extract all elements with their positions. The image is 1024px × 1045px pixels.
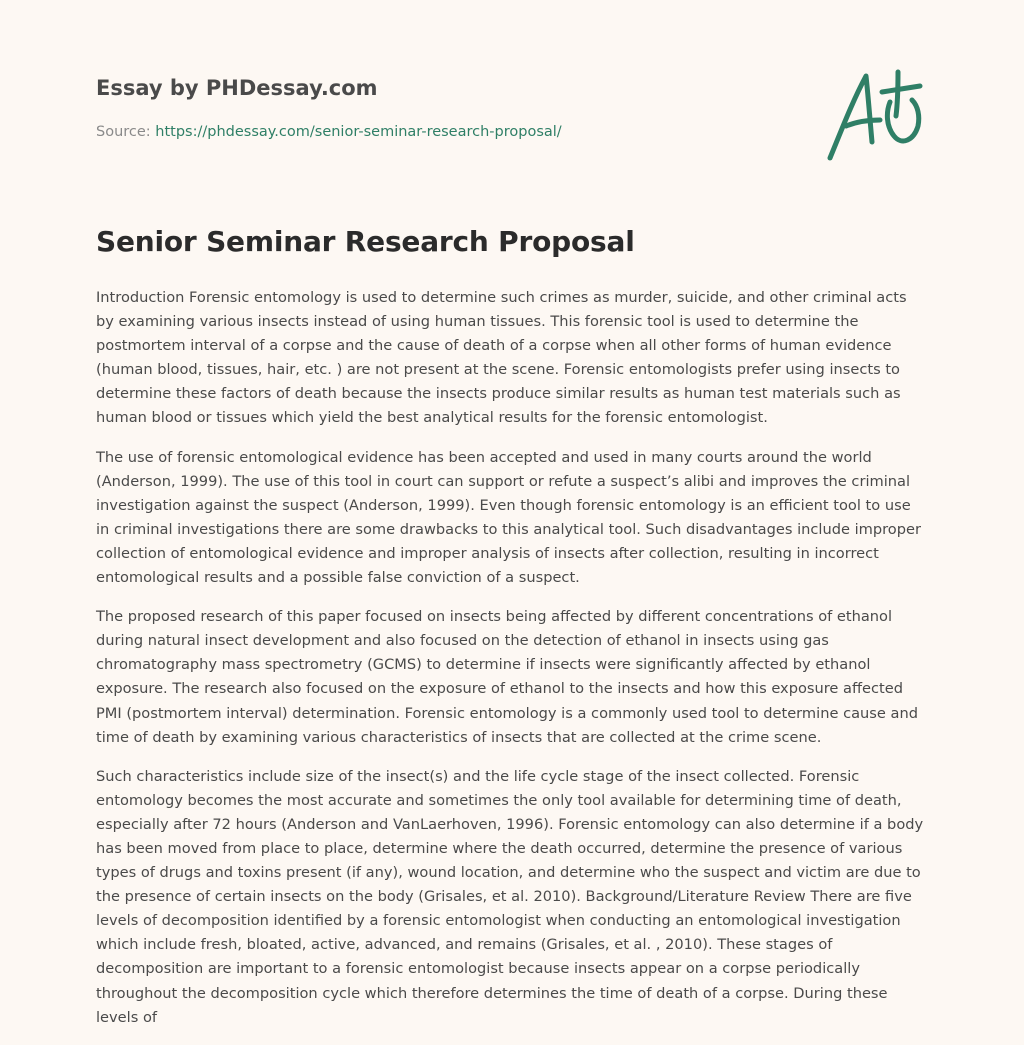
essay-title: Senior Seminar Research Proposal <box>96 225 635 258</box>
essay-paragraph: The proposed research of this paper focused on insects being affected by different concentrations of ethanol during natural insect development and also focused on the detection of ethanol in insects using gas chromatography mass spectrometry (GCMS) to determine if insects were significantly affected by ethanol exposure. The research also focused on the exposure of ethanol to the insects and how this exposure affected PMI (postmortem interval) determination. Forensic entomology is a commonly used tool to determine cause and time of death by examining various characteristics of insects that are collected at the crime scene. <box>96 608 918 746</box>
essay-paragraph: Such characteristics include size of the insect(s) and the life cycle stage of the insect collected. Forensic entomology becomes the most accurate and sometimes the only tool available for determining time of death, especially after 72 hours (Anderson and VanLaerhoven, 1996). Forensic entomology can also determine if a body has been moved from place to place, determine where the death occurred, determine the presence of various types of drugs and toxins present (if any), wound location, and determine who the suspect and victim are due to the presence of certain insects on the body (Grisales, et al. 2010). Background/Literature Review There are five levels of decomposition identified by a forensic entomologist when conducting an entomological investigation which include fresh, bloated, active, advanced, and remains (Grisales, et al. , 2010). These stages of decomposition are important to a forensic entomologist because insects appear on a corpse periodically throughout the decomposition cycle which therefore determines the time of death of a corpse. During these levels of <box>96 767 924 1026</box>
essay-paragraph: The use of forensic entomological evidence has been accepted and used in many courts around the world (Anderson, 1999). The use of this tool in court can support or refute a suspect’s alibi and improves the criminal investigation against the suspect (Anderson, 1999). Even though forensic entomology is an efficient tool to use in criminal investigations there are some drawbacks to this analytical tool. Such disadvantages include improper collection of entomological evidence and improper analysis of insects after collection, resulting in incorrect entomological results and a possible false conviction of a suspect. <box>96 448 921 587</box>
source-link[interactable]: https://phdessay.com/senior-seminar-research-proposal/ <box>155 124 562 140</box>
essay-paragraph: Introduction Forensic entomology is used to determine such crimes as murder, suicide, and other criminal acts by examining various insects instead of using human tissues. This forensic tool is used to determine the postmortem interval of a corpse and the cause of death of a corpse when all other forms of human evidence (human blood, tissues, hair, etc. ) are not present at the scene. Forensic entomologists prefer using insects to determine these factors of death because the insects produce similar results as human test materials such as human blood or tissues which yield the best analytical results for the forensic entomologist. <box>96 289 907 427</box>
site-title: Essay by PHDessay.com <box>96 76 378 100</box>
source-label: Source: <box>96 124 156 140</box>
a-plus-logo-icon <box>824 64 924 164</box>
essay-body <box>96 286 928 1045</box>
source-line <box>96 124 562 140</box>
